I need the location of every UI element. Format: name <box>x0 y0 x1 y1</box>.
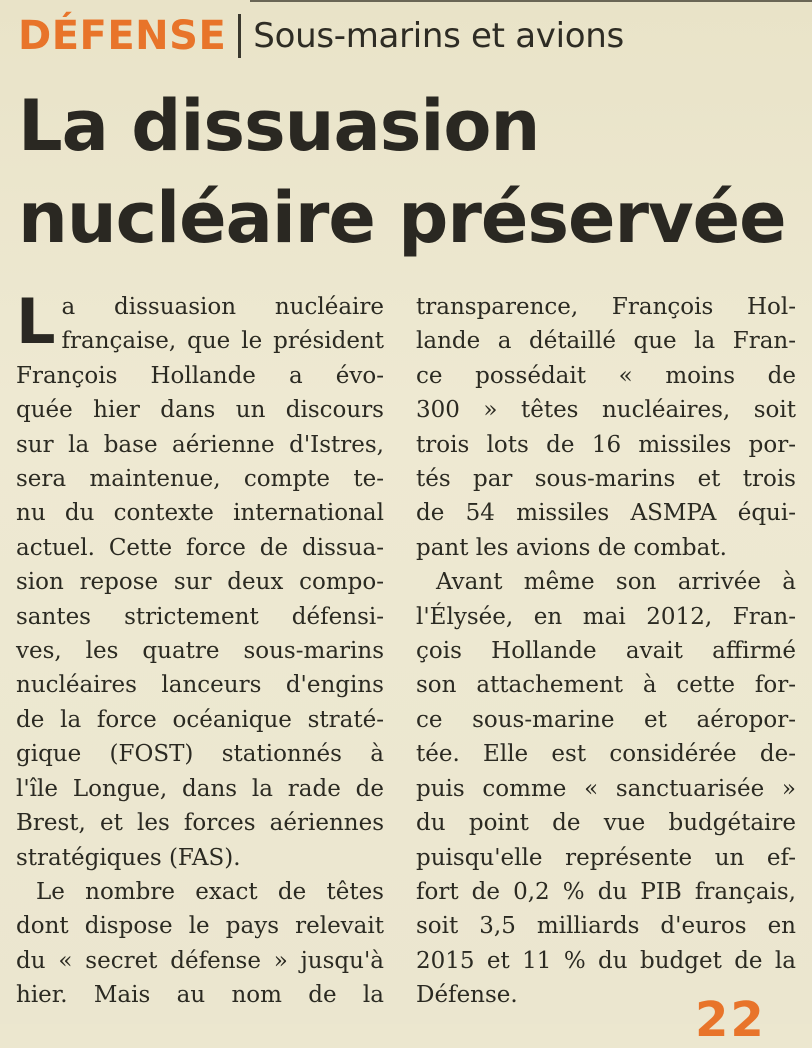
text-line: fort de 0,2 % du PIB français, <box>416 878 796 905</box>
text-line: puis comme « sanctuarisée » <box>416 775 796 802</box>
text-line: son attachement à cette for- <box>416 672 796 699</box>
text-line: çois Hollande avait affirmé <box>416 638 796 665</box>
kicker <box>18 12 624 60</box>
dropcap: L <box>16 285 56 358</box>
text-line: dont dispose le pays relevait <box>16 913 384 940</box>
text-line: ves, les quatre sous-marins <box>16 638 384 665</box>
text-line: 300 » têtes nucléaires, soit <box>416 397 796 424</box>
text-line: Le nombre exact de têtes <box>36 878 384 905</box>
text-line: a dissuasion nucléaire <box>61 294 384 320</box>
text-line: soit 3,5 milliards d'euros en <box>416 913 796 940</box>
text-line: trois lots de 16 missiles por- <box>416 431 796 458</box>
text-line: nucléaires lanceurs d'engins <box>16 672 384 699</box>
article-column-2 <box>416 290 796 1013</box>
text-line: tés par sous-marins et trois <box>416 466 796 493</box>
headline <box>18 80 798 264</box>
headline-line-1: La dissuasion <box>18 85 540 167</box>
text-line: sion repose sur deux compo- <box>16 569 384 596</box>
text-line: sur la base aérienne d'Istres, <box>16 431 384 458</box>
text-line: française, que le président <box>61 328 384 355</box>
text-line: du point de vue budgétaire <box>416 810 796 837</box>
kicker-divider <box>238 14 241 58</box>
text-line: de la force océanique straté- <box>16 706 384 733</box>
text-line: ce possédait « moins de <box>416 362 796 389</box>
headline-line-2: nucléaire préservée <box>18 177 786 259</box>
text-line: tée. Elle est considérée de- <box>416 741 796 768</box>
text-line: hier. Mais au nom de la <box>16 982 384 1009</box>
text-line: stratégiques (FAS). <box>16 844 241 871</box>
text-line: de 54 missiles ASMPA équi- <box>416 500 796 527</box>
paragraph-3 <box>416 565 796 1012</box>
text-line: transparence, François Hol- <box>416 294 796 320</box>
paragraph-2 <box>16 875 384 1013</box>
text-line: l'île Longue, dans la rade de <box>16 775 384 802</box>
text-line: santes strictement défensi- <box>16 603 384 630</box>
paragraph-2-continued <box>416 290 796 565</box>
text-line: gique (FOST) stationnés à <box>16 741 384 768</box>
page-number: 22 <box>695 992 766 1048</box>
text-line: sera maintenue, compte te- <box>16 466 384 493</box>
section-label: DÉFENSE <box>18 13 227 59</box>
text-line: Brest, et les forces aériennes <box>16 810 384 837</box>
text-line: l'Élysée, en mai 2012, Fran- <box>416 603 796 630</box>
text-line: du « secret défense » jusqu'à <box>16 947 384 974</box>
text-line: puisqu'elle représente un ef- <box>416 844 796 871</box>
text-line: pant les avions de combat. <box>416 534 727 561</box>
text-line: quée hier dans un discours <box>16 397 384 424</box>
text-line: Avant même son arrivée à <box>436 569 796 596</box>
text-line: lande a détaillé que la Fran- <box>416 328 796 355</box>
text-line: ce sous-marine et aéropor- <box>416 706 796 733</box>
paragraph-1 <box>16 285 384 875</box>
top-rule <box>250 0 812 2</box>
text-line: Défense. <box>416 982 518 1009</box>
article-column-1 <box>16 285 384 1013</box>
text-line: actuel. Cette force de dissua- <box>16 534 384 561</box>
text-line: nu du contexte international <box>16 500 384 527</box>
text-line: 2015 et 11 % du budget de la <box>416 947 796 974</box>
text-line: François Hollande a évo- <box>16 362 384 389</box>
topic-label: Sous-marins et avions <box>253 16 624 56</box>
